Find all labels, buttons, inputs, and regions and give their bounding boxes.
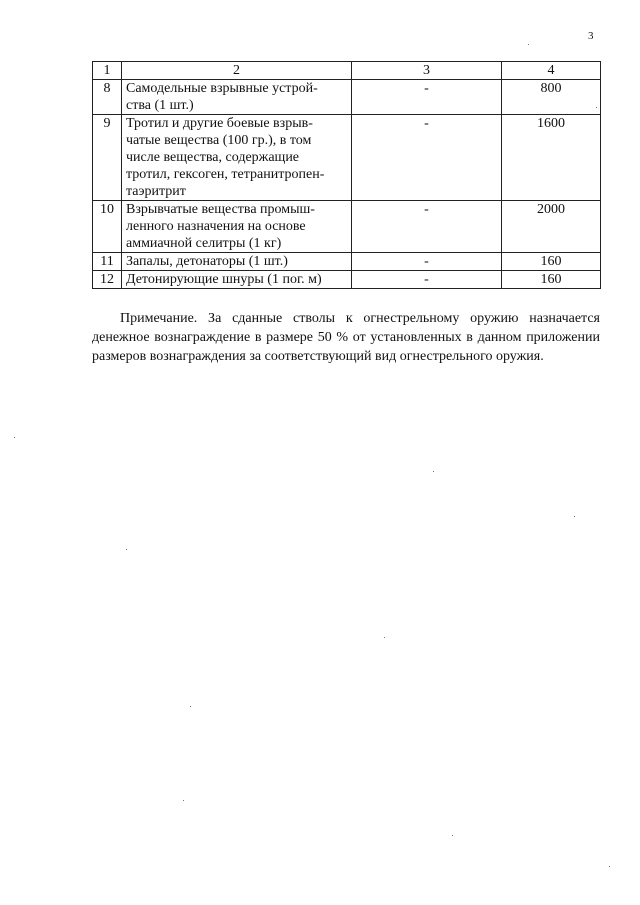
page-number: 3 [588,30,594,42]
row-col3: - [352,115,502,201]
row-col3: - [352,271,502,289]
row-number: 8 [93,80,122,115]
row-col3: - [352,201,502,253]
scan-speck [528,44,529,45]
desc-line: ленного назначения на основе [126,219,306,234]
row-amount: 160 [502,253,601,271]
desc-line: Детонирующие шнуры (1 пог. м) [126,272,322,287]
desc-line: чатые вещества (100 гр.), в том [126,133,312,148]
row-col3: - [352,253,502,271]
header-cell: 4 [502,62,601,80]
header-cell: 3 [352,62,502,80]
row-description [122,253,352,271]
reward-table [92,61,601,289]
scan-speck [14,437,15,438]
scan-speck [609,866,610,867]
scan-speck [384,637,385,638]
desc-line: числе вещества, содержащие [126,150,300,165]
row-description [122,271,352,289]
table-header-row [93,62,601,80]
note-paragraph: Примечание. За сданные стволы к огнестрельному оружию назначается денежное вознаграждение в размере 50 % от установленных в данном приложении размеров вознаграждения за соответствующий вид огнестрельного оружия. [92,311,600,364]
scan-speck [126,549,127,550]
row-amount: 1600 [502,115,601,201]
scan-speck [190,706,191,707]
desc-line: ства (1 шт.) [126,98,194,113]
header-cell: 1 [93,62,122,80]
scan-speck [183,800,184,801]
row-description [122,201,352,253]
table-row [93,271,601,289]
row-amount: 2000 [502,201,601,253]
scan-speck [452,835,453,836]
desc-line: Тротил и другие боевые взрыв- [126,116,313,131]
scan-speck [574,516,575,517]
table-row [93,115,601,201]
scan-speck [596,107,597,108]
row-amount: 800 [502,80,601,115]
row-amount: 160 [502,271,601,289]
desc-line: Самодельные взрывные устрой- [126,81,318,96]
table-row [93,201,601,253]
desc-line: Запалы, детонаторы (1 шт.) [126,254,288,269]
desc-line: аммиачной селитры (1 кг) [126,236,282,251]
row-description [122,115,352,201]
row-number: 12 [93,271,122,289]
row-number: 10 [93,201,122,253]
desc-line: тротил, гексоген, тетранитропен- [126,167,325,182]
table-row [93,253,601,271]
row-col3: - [352,80,502,115]
row-number: 11 [93,253,122,271]
table-row [93,80,601,115]
row-number: 9 [93,115,122,201]
desc-line: Взрывчатые вещества промыш- [126,202,315,217]
header-cell: 2 [122,62,352,80]
row-description [122,80,352,115]
scan-speck [433,471,434,472]
desc-line: таэритрит [126,184,186,199]
